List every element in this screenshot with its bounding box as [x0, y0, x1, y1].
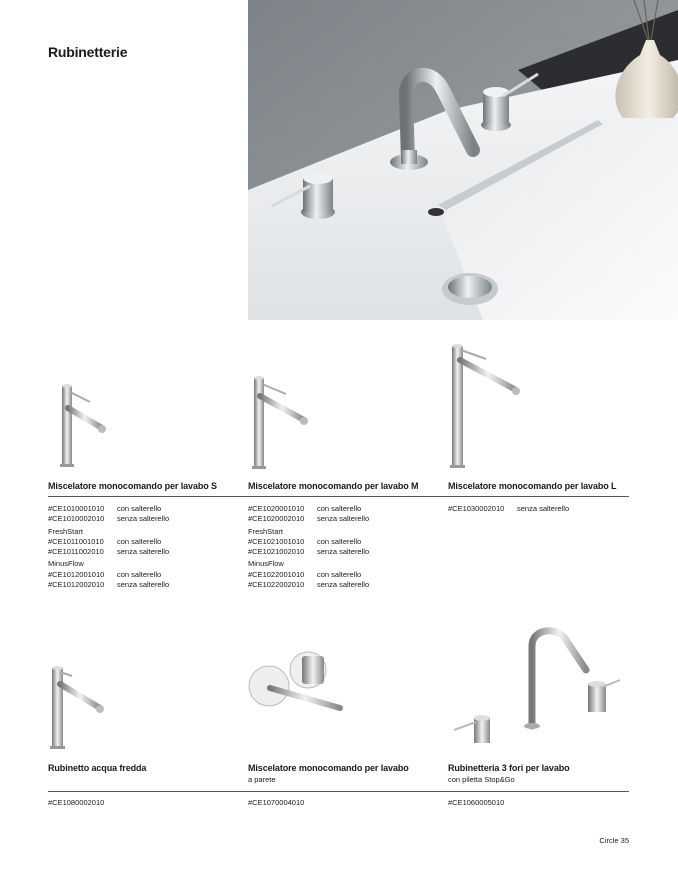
code-list: [448, 504, 569, 514]
code-note: senza salterello: [117, 514, 170, 524]
code-row: [48, 580, 169, 590]
code-list: [448, 798, 517, 808]
hero-photo-illustration: [248, 0, 678, 320]
cold-water-tap-image: [48, 662, 110, 752]
product-code: #CE1012002010: [48, 580, 105, 590]
code-note: senza salterello: [117, 547, 170, 557]
code-note: con salterello: [317, 536, 362, 546]
code-row: [248, 547, 369, 557]
product-code: #CE1060005010: [448, 798, 505, 807]
code-row: [48, 798, 117, 808]
code-list: [48, 798, 117, 808]
product-code: #CE1030002010: [448, 504, 505, 513]
code-list: [48, 504, 169, 590]
code-row: [248, 580, 369, 590]
product-code: #CE1020001010: [248, 504, 305, 513]
code-note: senza salterello: [517, 504, 570, 513]
code-list: [248, 504, 369, 590]
wall-mixer-image: [248, 648, 348, 718]
code-note: senza salterello: [317, 547, 370, 557]
product-code: #CE1022001010: [248, 569, 305, 579]
product-code: #CE1021002010: [248, 547, 305, 557]
product-name: Miscelatore monocomando per lavabo S: [48, 481, 217, 491]
product-code: #CE1010002010: [48, 514, 105, 524]
code-list: [248, 798, 317, 808]
code-row: [48, 537, 169, 547]
product-code: #CE1011002010: [48, 547, 104, 557]
code-row: [448, 798, 517, 808]
code-note: con salterello: [317, 569, 362, 579]
code-row: [248, 504, 369, 514]
product-name: Rubinetteria 3 fori per lavabo: [448, 763, 570, 773]
code-note: senza salterello: [117, 580, 170, 590]
product-name: Miscelatore monocomando per lavabo L: [448, 481, 617, 491]
page-title: Rubinetterie: [48, 44, 128, 60]
code-note: con salterello: [117, 536, 162, 546]
faucet-l-image: [448, 340, 523, 470]
faucet-m-image: [248, 372, 313, 470]
code-note: con salterello: [117, 504, 162, 513]
product-subtitle: con piletta Stop&Go: [448, 775, 515, 784]
code-note: senza salterello: [317, 514, 370, 524]
product-name: Miscelatore monocomando per lavabo: [248, 763, 409, 773]
code-note: con salterello: [317, 504, 362, 513]
three-hole-faucet-image: [448, 626, 628, 746]
faucet-s-image: [48, 378, 108, 468]
code-row: [48, 504, 169, 514]
product-code: #CE1070004010: [248, 798, 305, 807]
product-code: #CE1022002010: [248, 580, 305, 590]
product-name: Rubinetto acqua fredda: [48, 763, 147, 773]
code-row: [248, 537, 369, 547]
code-row: [48, 570, 169, 580]
variant-label: FreshStart: [48, 526, 84, 536]
code-row: [448, 504, 569, 514]
code-note: con salterello: [117, 569, 162, 579]
variant-label: MinusFlow: [248, 559, 284, 569]
product-code: #CE1080002010: [48, 798, 105, 807]
page-footer: Circle 35: [599, 836, 629, 845]
divider: [48, 496, 629, 497]
code-row: [248, 514, 369, 524]
code-note: senza salterello: [317, 580, 370, 590]
divider: [48, 791, 629, 792]
product-code: #CE1021001010: [248, 536, 305, 546]
code-row: [48, 514, 169, 524]
code-row: [48, 547, 169, 557]
code-row: [248, 570, 369, 580]
product-name: Miscelatore monocomando per lavabo M: [248, 481, 419, 491]
code-row: [248, 798, 317, 808]
product-code: #CE1020002010: [248, 514, 305, 524]
product-code: #CE1012001010: [48, 569, 105, 579]
product-code: #CE1010001010: [48, 504, 105, 513]
variant-label: MinusFlow: [48, 559, 84, 569]
product-subtitle: a parete: [248, 775, 276, 784]
variant-label: FreshStart: [248, 526, 284, 536]
hero-image: [248, 0, 678, 320]
product-code: #CE1011001010: [48, 536, 104, 546]
